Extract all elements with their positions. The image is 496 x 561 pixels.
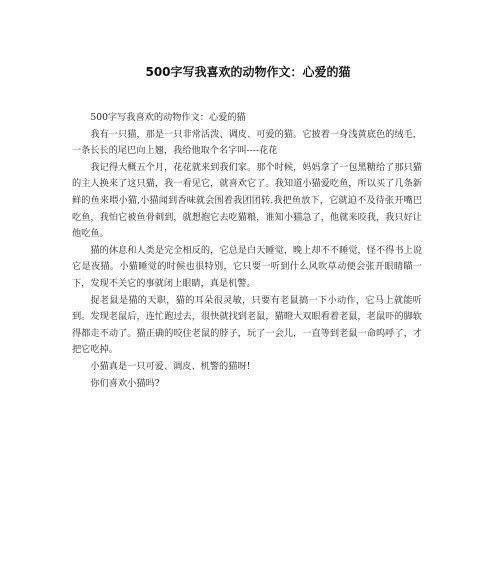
paragraph-mouse: 捉老鼠是猫的天职，猫的耳朵很灵敏，只要有老鼠搞一下小动作，它马上就能听到。发现老鼠后，连忙跑过去，很快就找到老鼠，猫瞪大双眼看着老鼠，老鼠吓的脚软得都走不动了。猫正确的咬住老鼠的脖子，玩了一会儿，一直等到老鼠一命呜呼了，才把它吃掉。 — [72, 294, 422, 356]
paragraph-intro: 我有一只猫，那是一只非常活泼、调皮、可爱的猫。它披着一身浅黄底色的绒毛，一条长长的尾巴向上翘，我给他取个名字叫----花花 — [72, 128, 422, 157]
paragraph-summary: 小猫真是一只可爱、调皮、机警的猫呀! — [90, 360, 251, 372]
paragraph-arrival: 我记得大概五个月，花花就来到我们家。那个时候，妈妈拿了一包黑糖给了那只猫的主人换来了这只猫，我一看见它，就喜欢它了。我知道小猫爱吃鱼，所以买了几条新鲜的鱼来喂小猫,小猫闻到香味就会围着我团团转.我把鱼放下，它就迫不及待张开嘴巴吃鱼，我怕它被鱼骨刺到，就想抱它去吃猫粮，谁知小猫急了，他就来咬我，我只好让他吃鱼。 — [72, 161, 422, 240]
paragraph-question: 你们喜欢小猫吗? — [90, 377, 160, 389]
paragraph-sleep: 猫的休息和人类是完全相反的，它总是白天睡觉，晚上却不不睡觉，怪不得书上说它是夜猫。小猫睡觉的时候也很特别，它只要一听到什么风吹草动便会张开眼睛瞄一下，发现不关它的事就闭上眼睛，真是机警。 — [72, 244, 422, 289]
paragraph-subtitle: 500字写我喜欢的动物作文：心爱的猫 — [90, 112, 246, 123]
document-title: 500字写我喜欢的动物作文：心爱的猫 — [145, 65, 351, 79]
document-body — [72, 110, 422, 392]
